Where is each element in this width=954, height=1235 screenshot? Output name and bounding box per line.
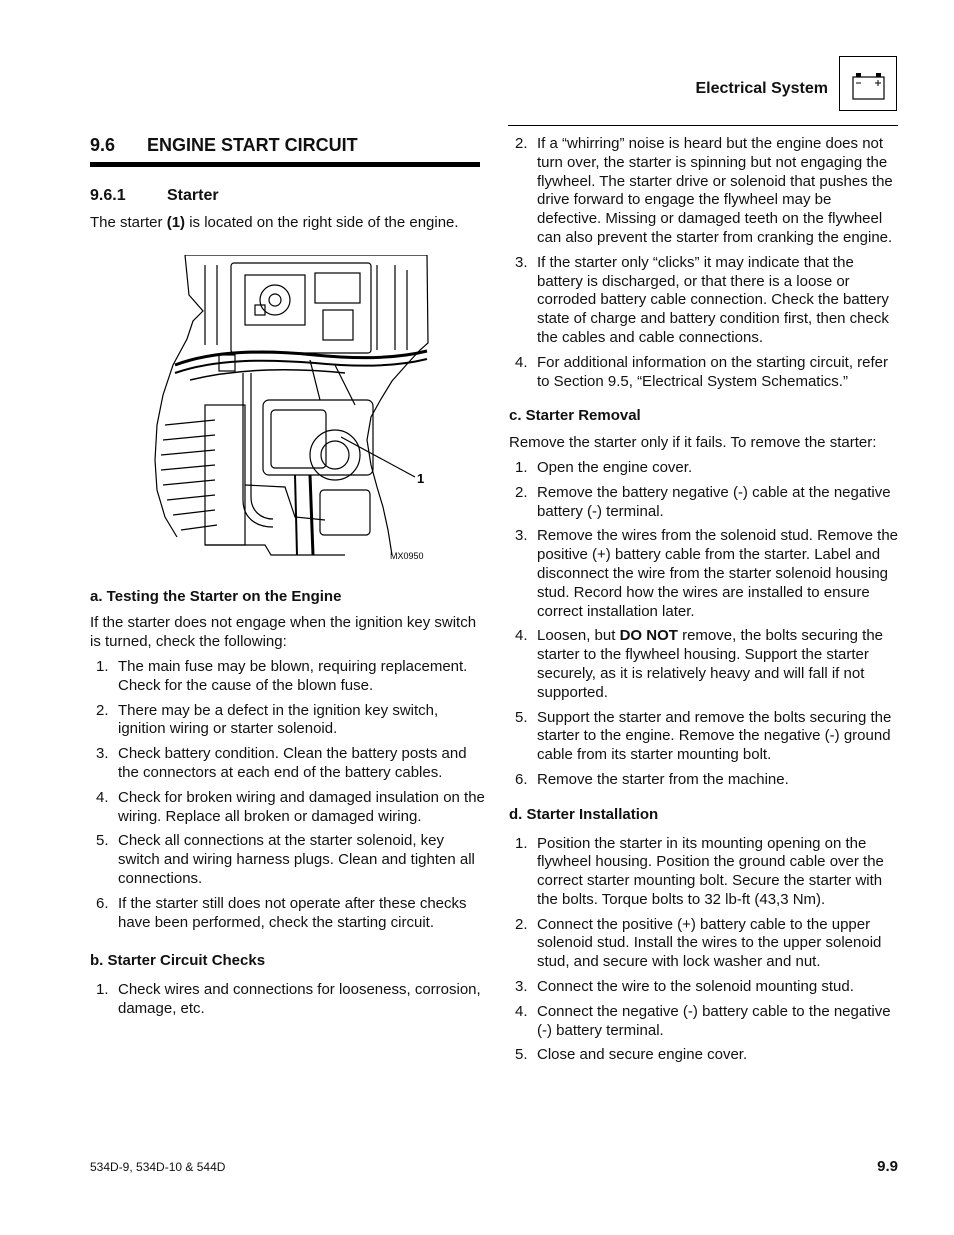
figure-callout: 1 — [417, 470, 425, 486]
item-text: Check battery condition. Clean the battery posts and the connectors at each end of the battery cables. — [118, 745, 467, 781]
list-item — [509, 484, 899, 522]
header-title: Electrical System — [695, 80, 828, 97]
list-item — [90, 789, 485, 827]
item-number: 2. — [96, 701, 109, 719]
list-item — [509, 527, 899, 621]
item-number: 2. — [515, 483, 528, 501]
list-item — [509, 1003, 899, 1041]
item-number: 5. — [515, 708, 528, 726]
item-text: Connect the positive (+) battery cable to the upper solenoid stud. Install the wires to the upper solenoid stud, and secure with lock washer and nut. — [537, 915, 882, 971]
removal-list — [509, 459, 899, 790]
item-text: If the starter still does not operate after these checks have been performed, check the starting circuit. — [118, 894, 467, 931]
item-text: Position the starter in its mounting opening on the flywheel housing. Position the ground cable over the correct starter mounting bolt. Secure the starter with the bolts. Torque bolts to 32 lb-ft (43,3 Nm). — [537, 834, 884, 908]
item-warning: DO NOT — [619, 627, 678, 645]
item-text: Connect the wire to the solenoid mounting stud. — [537, 978, 854, 996]
item-text: Remove the starter from the machine. — [537, 770, 789, 788]
item-text-part: Loosen, but — [537, 627, 620, 645]
item-number: 2. — [515, 915, 528, 933]
circuit-checks-list-continued — [509, 135, 899, 391]
item-number: 3. — [515, 978, 528, 996]
item-text: If a “whirring” noise is heard but the engine does not turn over, the starter is spinning but not engaging the flywheel. The starter drive or solenoid that pushes the drive forward to engage the flywheel may be defective. Missing or damaged teeth on the flywheel can also prevent the starter from cranking the engine. — [537, 135, 893, 246]
item-text: There may be a defect in the ignition key switch, ignition wiring or starter solenoid. — [118, 701, 439, 738]
item-number: 1. — [515, 834, 528, 852]
list-item — [509, 916, 899, 972]
right-column — [509, 135, 899, 1071]
item-text: Close and secure engine cover. — [537, 1046, 748, 1064]
battery-icon — [839, 56, 897, 111]
subsection-heading — [90, 187, 485, 206]
figure-ref: MX0950 — [390, 550, 424, 561]
testing-intro: If the starter does not engage when the ignition key switch is turned, check the following: — [90, 614, 477, 651]
item-text: Connect the negative (-) battery cable to the negative (-) battery terminal. — [537, 1002, 891, 1039]
section-title: ENGINE START CIRCUIT — [147, 135, 358, 155]
item-number: 6. — [96, 894, 109, 912]
section-number: 9.6 — [90, 135, 116, 155]
list-item — [90, 832, 485, 888]
page-number: 9.9 — [877, 1158, 898, 1175]
item-text: Open the engine cover. — [537, 458, 693, 476]
item-number: 2. — [515, 135, 528, 152]
item-text: Remove the battery negative (-) cable at the negative battery (-) terminal. — [537, 483, 891, 520]
removal-intro: Remove the starter only if it fails. To remove the starter: — [509, 434, 877, 452]
item-number: 4. — [96, 788, 109, 806]
intro-text-end: is located on the right side of the engine. — [185, 213, 459, 231]
list-item — [509, 835, 899, 910]
item-text: Check wires and connections for looseness, corrosion, damage, etc. — [118, 981, 481, 1017]
item-number: 3. — [515, 527, 528, 545]
item-text: If the starter only “clicks” it may indicate that the battery is discharged, or that there is a loose or corroded battery cable connection. Check the battery state of charge and battery condition first, then check the cables and cable connections. — [537, 253, 889, 346]
list-item — [509, 709, 899, 765]
left-column — [90, 130, 485, 1025]
item-number: 1. — [96, 657, 109, 675]
testing-list — [90, 658, 485, 932]
intro-text: The starter — [90, 213, 167, 231]
heading-testing-starter: a. Testing the Starter on the Engine — [90, 587, 342, 605]
list-item — [90, 981, 485, 1019]
heading-circuit-checks: b. Starter Circuit Checks — [90, 952, 266, 970]
subsection-title: Starter — [167, 187, 219, 204]
installation-list — [509, 835, 899, 1066]
item-text: For additional information on the starting circuit, refer to Section 9.5, “Electrical System Schematics.” — [537, 353, 888, 390]
heading-starter-removal: c. Starter Removal — [509, 407, 641, 425]
intro-callout: (1) — [166, 213, 186, 231]
engine-illustration — [145, 255, 445, 570]
item-number: 3. — [515, 253, 528, 271]
item-text: Support the starter and remove the bolts securing the starter to the engine. Remove the negative (-) ground cable from its starter mounting bolt. — [537, 708, 892, 764]
starter-figure — [145, 255, 445, 570]
heading-starter-installation: d. Starter Installation — [509, 805, 659, 823]
subsection-number: 9.6.1 — [90, 187, 126, 204]
item-text: Check for broken wiring and damaged insulation on the wiring. Replace all broken or damaged wiring. — [118, 788, 485, 825]
list-item — [509, 354, 899, 392]
list-item — [90, 745, 485, 783]
item-number: 4. — [515, 627, 528, 645]
list-item — [509, 1046, 899, 1065]
list-item — [509, 254, 899, 348]
item-text: Remove the wires from the solenoid stud. Remove the positive (+) battery cable from the starter. Label and disconnect the wire from the starter solenoid housing stud. Record how the wires are installed to ensure correct installation later. — [537, 527, 899, 620]
item-number: 3. — [96, 745, 109, 763]
item-text: The main fuse may be blown, requiring replacement. Check for the cause of the blown fuse. — [118, 657, 468, 694]
list-item — [90, 658, 485, 696]
list-item — [90, 895, 485, 933]
item-text — [537, 627, 899, 702]
list-item — [509, 135, 899, 248]
item-text-part: remove, the bolts securing the starter to the flywheel housing. Support the starter securely, as it is relatively heavy and will fall if not supported. — [537, 627, 884, 701]
item-number: 4. — [515, 353, 528, 371]
item-number: 1. — [96, 981, 109, 999]
item-number: 1. — [515, 458, 528, 476]
header-rule — [508, 125, 898, 126]
list-item — [509, 978, 899, 997]
list-item — [509, 771, 899, 790]
list-item — [90, 702, 485, 740]
circuit-checks-list — [90, 981, 485, 1019]
item-number: 5. — [96, 832, 109, 850]
section-heading — [90, 134, 485, 156]
item-text: Check all connections at the starter solenoid, key switch and wiring harness plugs. Clean and tighten all connections. — [118, 832, 475, 887]
footer-models: 534D-9, 534D-10 & 544D — [90, 1160, 226, 1174]
section-rule — [90, 162, 480, 167]
list-item — [509, 627, 899, 702]
intro-paragraph — [90, 214, 485, 233]
item-number: 6. — [515, 770, 528, 788]
item-number: 4. — [515, 1002, 528, 1020]
item-number: 5. — [515, 1046, 528, 1064]
list-item — [509, 459, 899, 478]
